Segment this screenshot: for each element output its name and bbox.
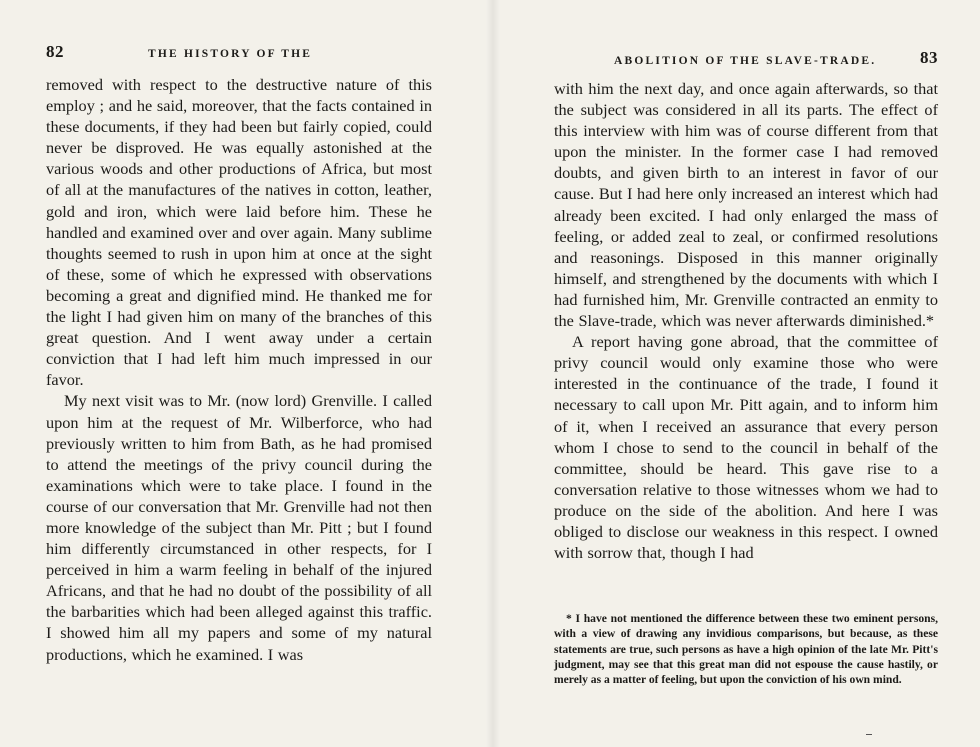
right-page-body [554, 78, 938, 563]
page-number: 82 [46, 42, 64, 61]
paragraph: My next visit was to Mr. (now lord) Grenville. I called upon him at the request of Mr. Wilberforce, who had previously written to him from Bath, as he had promised to attend the meetings of the privy council during the examinations which were to take place. I found in the course of our conversation that Mr. Grenville had not then more knowledge of the subject than Mr. Pitt ; but I found him differently circumstanced in other respects, for I perceived in him a warm feeling in behalf of the injured Africans, and that he had no doubt of the possibility of all the barbarities which had been alleged against this traffic. I showed him all my papers and some of my natural productions, which he examined. I was [46, 391, 432, 664]
left-page-header [46, 42, 432, 64]
page-speck [866, 734, 872, 735]
footnote-text: * I have not mentioned the difference between these two eminent persons, with a view of drawing any invidious comparisons, but because, as these statements are true, such persons as have a high opinion of the late Mr. Pitt's judgment, may see that this great man did not espouse the cause hastily, or merely as a matter of feeling, but upon the conviction of his own mind. [554, 612, 938, 687]
left-page-body [46, 74, 432, 665]
right-page-header [554, 42, 938, 67]
paragraph: with him the next day, and once again afterwards, so that the subject was considered in all its parts. The effect of this interview with him was of course different from that upon the minister. In the former case I had removed doubts, and given birth to an interest in favor of our cause. But I had here only increased an interest which had already been excited. I had only enlarged the mass of feeling, or added zeal to zeal, or confirmed resolutions and reasonings. Disposed in this manner originally himself, and strengthened by the documents with which I had furnished him, Mr. Grenville contracted an enmity to the Slave-trade, which was never afterwards diminished.* [554, 79, 938, 331]
paragraph: A report having gone abroad, that the committee of privy council would only examine those who were interested in the continuance of the trade, I found it necessary to call upon Mr. Pitt again, and to inform him of it, when I received an assurance that every person whom I chose to send to the council in behalf of the committee, should be heard. This gave rise to a conversation relative to those witnesses whom we had to produce on the side of the abolition. And here I was obliged to disclose our weakness in this respect. I owned with sorrow that, though I had [554, 332, 938, 563]
running-head: ABOLITION OF THE SLAVE-TRADE. [614, 55, 877, 67]
page-number: 83 [920, 48, 938, 67]
book-gutter [486, 0, 500, 747]
footnote [554, 611, 938, 687]
paragraph: removed with respect to the destructive nature of this employ ; and he said, moreover, that the facts contained in these documents, if they had been but fairly copied, could never be disproved. He was equally astonished at the various woods and other productions of Africa, but most of all at the manufactures of the natives in cotton, leather, gold and iron, which were laid before him. These he handled and examined over and over again. Many sublime thoughts seemed to rush in upon him at once at the sight of these, some of which he expressed with observations becoming a great and dignified mind. He thanked me for the light I had given him on many of the branches of this great question. And I went away under a certain conviction that I had left him much impressed in our favor. [46, 75, 432, 390]
running-head: THE HISTORY OF THE [148, 48, 313, 60]
